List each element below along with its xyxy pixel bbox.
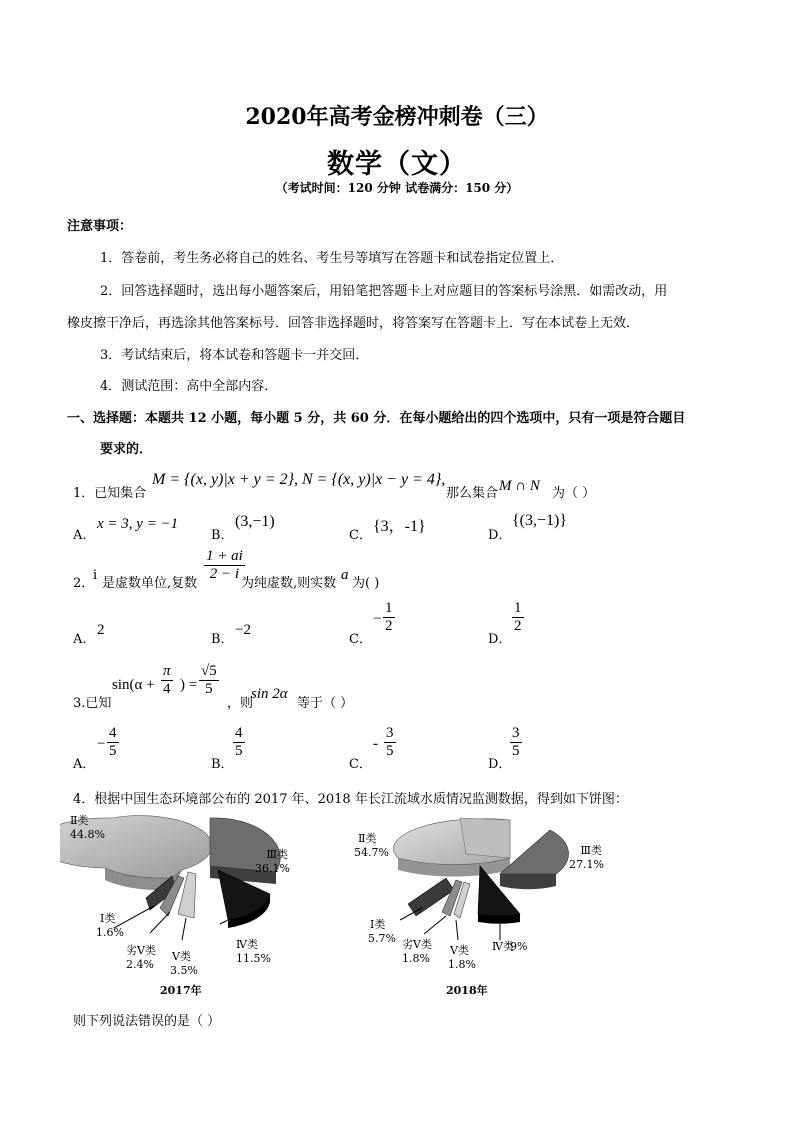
q3-option-d-fraction: [510, 725, 522, 760]
section-heading-line1: 一、选择题：本题共 12 小题，每小题 5 分，共 60 分．在每小题给出的四个选项中，只有一项是符合题目: [67, 411, 686, 426]
pie-2017-leader-lines: [114, 906, 232, 940]
pie-2017-title: 2017年: [160, 984, 202, 997]
pie-2018-value-class-4: 9%: [510, 940, 528, 953]
q3-prefix: 3.已知: [73, 696, 112, 711]
pie-2017-value-class-2: 44.8%: [70, 828, 105, 841]
q3-comma: ，则: [227, 696, 254, 711]
q1-option-a: x = 3, y = −1: [97, 516, 179, 532]
q2-prefix: 2．: [73, 576, 95, 591]
pie-2018-label-class-4: Ⅳ类: [492, 940, 514, 953]
q3-rhs-numerator: √5: [201, 663, 217, 679]
q3-option-d-label: D．: [488, 757, 512, 772]
note-item-2a: 2．回答选择题时，选出每小题答案后，用铅笔把答题卡上对应题目的答案标号涂黑．如需改动，用: [100, 284, 668, 299]
q2-option-d-label: D．: [488, 632, 512, 647]
pie-2017-value-class-5: 3.5%: [170, 964, 198, 977]
q2-fraction-numerator: 1 + ai: [206, 548, 243, 564]
note-item-1: 1．答卷前，考生务必将自己的姓名、考生号等填写在答题卡和试卷指定位置上．: [100, 251, 564, 266]
q3-pi-denominator: 4: [163, 681, 171, 697]
q2-option-d-denominator: 2: [514, 618, 522, 634]
q3-pi-numerator: π: [163, 663, 171, 679]
q1-option-b-label: B．: [211, 528, 234, 543]
pie-2018-label-class-5: Ⅴ类: [450, 944, 469, 957]
q2-option-b: −2: [235, 622, 251, 638]
pie-2018-value-class-3: 27.1%: [569, 858, 604, 871]
q1-option-d: {(3,−1)}: [512, 512, 568, 529]
exam-subject: 数学（文）: [327, 149, 467, 180]
q3-suffix: 等于（ ）: [297, 696, 354, 711]
q3-sin2a: sin 2α: [251, 686, 288, 702]
q2-option-c-denominator: 2: [385, 618, 393, 634]
q1-prefix: 1．已知集合: [73, 486, 147, 501]
q1-option-c: {3，-1}: [373, 518, 426, 535]
pie-2018-value-class-below-5: 1.8%: [402, 952, 430, 965]
q2-option-d-fraction: [512, 600, 524, 635]
note-item-2b: 橡皮擦干净后，再选涂其他答案标号．回答非选择题时，将答案写在答题卡上．写在本试卷上无效．: [67, 316, 640, 331]
pie-2018-label-class-1: Ⅰ类: [370, 918, 386, 931]
pie-2017-label-class-5: Ⅴ类: [172, 950, 191, 963]
q2-option-c-numerator: 1: [385, 600, 393, 616]
q3-option-a-sign: −: [97, 736, 106, 752]
q1-option-d-label: D．: [488, 528, 512, 543]
q3-option-c-denominator: 5: [386, 743, 394, 759]
q1-set-expr: M ∩ N: [499, 478, 540, 494]
q2-option-a: 2: [97, 622, 105, 638]
q2-text-b: 为纯虚数,则实数: [241, 576, 337, 591]
q3-option-b-fraction: [233, 725, 245, 760]
pie-2017-value-class-below-5: 2.4%: [126, 958, 154, 971]
pie-2018-value-class-5: 1.8%: [448, 958, 476, 971]
q2-option-b-label: B．: [211, 632, 234, 647]
q3-pi-fraction: [161, 663, 173, 698]
pie-2017-label-class-1: Ⅰ类: [100, 912, 116, 925]
pie-chart-2017: [60, 808, 300, 1004]
pie-2018-label-class-2: Ⅱ类: [358, 832, 377, 845]
q1-suffix-b: 为（ ）: [552, 486, 596, 501]
pie-2017-label-class-4: Ⅳ类: [236, 938, 258, 951]
q2-text-c: 为( ): [352, 576, 380, 591]
pie-2017-value-class-1: 1.6%: [96, 926, 124, 939]
q3-option-d-numerator: 3: [512, 725, 520, 741]
pie-2018-label-class-below-5: 劣Ⅴ类: [402, 938, 432, 951]
pie-2018-value-class-1: 5.7%: [368, 932, 396, 945]
pie-2017-label-class-below-5: 劣Ⅴ类: [126, 944, 156, 957]
q3-option-c-fraction: [384, 725, 396, 760]
q1-sets: M = {(x, y)|x + y = 2}, N = {(x, y)|x − y = 4},: [152, 471, 446, 488]
q2-option-c-label: C．: [349, 632, 372, 647]
pie-2018-slice-class-2: [394, 818, 510, 877]
q3-option-b-label: B．: [211, 757, 234, 772]
q2-option-c-fraction: [383, 600, 395, 635]
q2-fraction: [204, 548, 245, 583]
q1-option-b: (3,−1): [235, 513, 275, 530]
q3-option-c-sign: -: [373, 736, 378, 752]
pie-chart-2018: [350, 808, 610, 1004]
notes-heading: 注意事项：: [67, 219, 133, 234]
q3-option-a-fraction: [107, 725, 119, 760]
q3-option-c-numerator: 3: [386, 725, 394, 741]
pie-2018-label-class-3: Ⅲ类: [580, 844, 602, 857]
pie-2018-value-class-2: 54.7%: [354, 846, 389, 859]
q3-rhs-fraction: [199, 663, 219, 698]
q4-tail: 则下列说法错误的是（ ）: [73, 1014, 221, 1029]
section-heading-line2: 要求的．: [100, 442, 153, 457]
q3-option-a-label: A．: [73, 757, 96, 772]
q2-a-symbol: a: [341, 567, 349, 583]
q2-text-a: 是虚数单位,复数: [102, 576, 198, 591]
q2-i-symbol: i: [93, 567, 98, 583]
pie-2017-value-class-3: 36.1%: [255, 862, 290, 875]
q3-sin-left: sin(α +: [112, 677, 155, 693]
pie-2017-label-class-2: Ⅱ类: [70, 814, 89, 827]
q2-option-d-numerator: 1: [514, 600, 522, 616]
q1-suffix-a: 那么集合: [446, 486, 499, 501]
q1-option-a-label: A．: [73, 528, 96, 543]
q1-option-c-label: C．: [349, 528, 372, 543]
q3-option-b-denominator: 5: [235, 743, 243, 759]
q2-fraction-denominator: 2 − i: [209, 566, 240, 582]
pie-2017-value-class-4: 11.5%: [236, 952, 271, 965]
q3-rhs-denominator: 5: [205, 681, 213, 697]
pie-2017-label-class-3: Ⅲ类: [266, 848, 288, 861]
exam-info: （考试时间：120 分钟 试卷满分：150 分）: [275, 181, 519, 195]
q2-option-c-sign: −: [373, 611, 382, 627]
q3-equals: ) =: [180, 677, 198, 693]
note-item-4: 4．测试范围：高中全部内容．: [100, 379, 278, 394]
note-item-3: 3．考试结束后，将本试卷和答题卡一并交回．: [100, 348, 369, 363]
q3-option-c-label: C．: [349, 757, 372, 772]
q3-option-d-denominator: 5: [512, 743, 520, 759]
exam-title: 2020年高考金榜冲刺卷（三）: [245, 104, 549, 130]
pie-2018-title: 2018年: [446, 984, 488, 997]
q3-option-a-denominator: 5: [109, 743, 117, 759]
q2-option-a-label: A．: [73, 632, 96, 647]
q3-option-a-numerator: 4: [109, 725, 117, 741]
q3-option-b-numerator: 4: [235, 725, 243, 741]
q4-text: 4．根据中国生态环境部公布的 2017 年、2018 年长江流域水质情况监测数据，得到如下饼图：: [73, 792, 628, 807]
